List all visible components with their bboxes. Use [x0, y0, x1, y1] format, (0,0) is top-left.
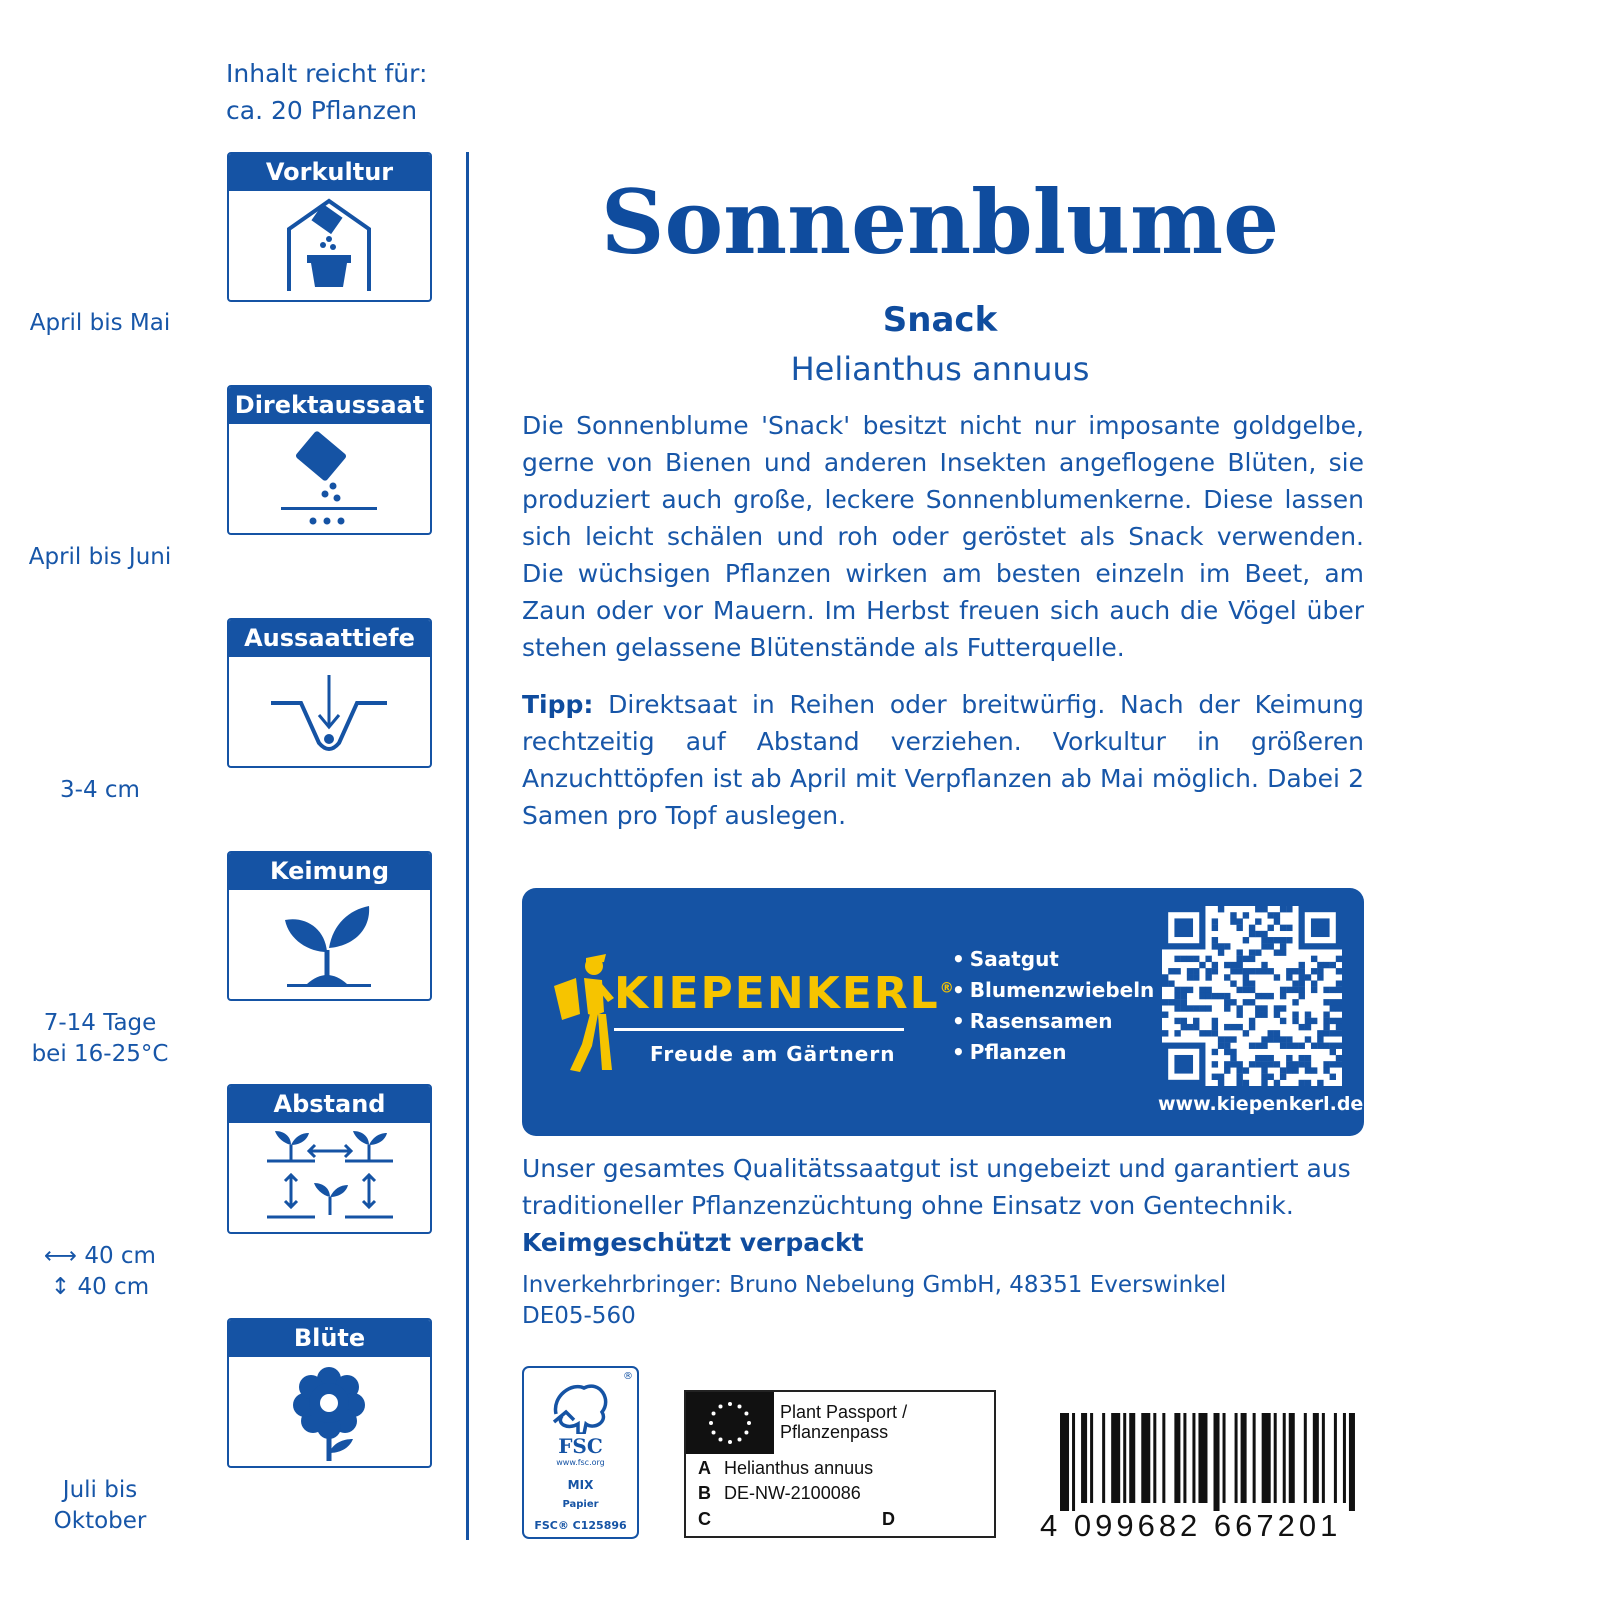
- sowing-depth-icon: [229, 657, 430, 766]
- hiker-logo-icon: [550, 950, 616, 1074]
- abstand-horizontal: [0, 1241, 225, 1272]
- eu-flag-icon: [686, 1392, 774, 1454]
- content-info: [226, 55, 427, 129]
- tip-text: Direktsaat in Reihen oder breitwürfig. Nach der Keimung rechtzeitig auf Abstand verziehen. Vorkultur in größeren Anzuchttöpfen ist ab April mit Verpflanzen ab Mai möglich. Dabei 2 Samen pro Topf auslegen.: [522, 690, 1364, 830]
- product-description: Die Sonnenblume 'Snack' besitzt nicht nur imposante goldgelbe, gerne von Bienen und anderen Insekten angeflogene Blüten, sie produziert auch große, leckere Sonnenblumenkerne. Diese lassen sich leicht schälen und roh oder geröstet als Snack verwenden. Die wüchsigen Pflanzen wirken am besten einzeln im Beet, am Zaun oder vor Mauern. Im Herbst freuen sich auch die Vögel über stehen gelassene Blütenstände als Futterquelle.: [522, 411, 1364, 662]
- plant-spacing-icon: [229, 1123, 430, 1232]
- brand-underline: [614, 1028, 904, 1031]
- distributor-line2: DE05-560: [522, 1303, 636, 1329]
- plant-passport: [684, 1390, 996, 1538]
- passport-d-label: D: [882, 1509, 895, 1529]
- card-direktaussaat: [227, 385, 432, 535]
- passport-c-label: C: [698, 1509, 711, 1529]
- brand-banner: [522, 888, 1364, 1136]
- direct-sowing-icon: [229, 424, 430, 533]
- bluete-to: Oktober: [53, 1508, 147, 1534]
- category-item: • Saatgut: [952, 944, 1154, 975]
- quality-statement: [522, 1150, 1364, 1261]
- card-value-aussaattiefe: 3-4 cm: [60, 777, 140, 803]
- abstand-horizontal-value: 40 cm: [84, 1243, 156, 1269]
- fsc-paper: Papier: [562, 1499, 599, 1510]
- greenhouse-sowing-icon: [229, 191, 430, 300]
- passport-title-line2: Pflanzenpass: [780, 1422, 889, 1442]
- website-link[interactable]: www.kiepenkerl.de: [1158, 1093, 1364, 1115]
- category-item: • Blumenzwiebeln: [952, 975, 1154, 1006]
- barcode-icon: [1060, 1413, 1364, 1511]
- passport-a-value: Helianthus annuus: [724, 1458, 874, 1478]
- card-title: Aussaattiefe: [229, 620, 430, 657]
- card-value-direktaussaat: April bis Juni: [28, 544, 172, 570]
- brand-slogan: Freude am Gärtnern: [650, 1042, 896, 1066]
- content-info-line1: Inhalt reicht für:: [226, 59, 428, 88]
- tip-paragraph: [522, 686, 1364, 834]
- card-abstand: [227, 1084, 432, 1234]
- fsc-tree-logo-icon: [550, 1378, 612, 1434]
- tip-label: Tipp:: [522, 690, 594, 719]
- card-bluete: [227, 1318, 432, 1468]
- registered-mark: ®: [939, 980, 956, 997]
- sidebar-divider: [466, 152, 469, 1540]
- card-aussaattiefe: [227, 618, 432, 768]
- passport-b-label: B: [698, 1483, 711, 1503]
- card-title: Abstand: [229, 1086, 430, 1123]
- card-keimung: [227, 851, 432, 1001]
- distributor-line1: Inverkehrbringer: Bruno Nebelung GmbH, 48351 Everswinkel: [522, 1272, 1227, 1298]
- card-vorkultur: [227, 152, 432, 302]
- barcode-number: 4 099682 667201: [1040, 1508, 1342, 1543]
- fsc-website: www.fsc.org: [556, 1458, 605, 1467]
- distributor-info: [522, 1270, 1364, 1332]
- vertical-arrow-icon: ↕: [50, 1274, 71, 1300]
- card-value-abstand: [0, 1241, 225, 1303]
- card-title: Blüte: [229, 1320, 430, 1357]
- product-categories: [952, 944, 1154, 1068]
- quality-text: Unser gesamtes Qualitätssaatgut ist ungebeizt und garantiert aus traditioneller Pflanzenzüchtung ohne Einsatz von Gentechnik.: [522, 1154, 1351, 1220]
- card-value-bluete: [0, 1475, 225, 1537]
- fsc-registered-mark: ®: [623, 1371, 633, 1382]
- fsc-mix: MIX: [567, 1478, 594, 1492]
- packed-note: Keimgeschützt verpackt: [522, 1228, 864, 1257]
- card-title: Vorkultur: [229, 154, 430, 191]
- keimung-temp: bei 16-25°C: [31, 1041, 169, 1067]
- card-title: Direktaussaat: [229, 387, 430, 424]
- passport-row-a: [698, 1458, 873, 1479]
- card-value-vorkultur: April bis Mai: [29, 310, 171, 336]
- keimung-days: 7-14 Tage: [43, 1010, 157, 1036]
- brand-name: [614, 968, 956, 1019]
- product-latin-name: Helianthus annuus: [790, 350, 1090, 388]
- passport-title: [780, 1402, 907, 1442]
- card-title: Keimung: [229, 853, 430, 890]
- category-item: • Rasensamen: [952, 1006, 1154, 1037]
- card-value-keimung: [0, 1008, 225, 1070]
- abstand-vertical-value: 40 cm: [77, 1274, 150, 1300]
- content-info-line2: ca. 20 Pflanzen: [226, 96, 418, 125]
- bluete-from: Juli bis: [62, 1477, 138, 1503]
- passport-a-label: A: [698, 1458, 711, 1478]
- horizontal-arrow-icon: ⟷: [44, 1243, 78, 1269]
- product-name: Sonnenblume: [600, 170, 1280, 274]
- abstand-vertical: [0, 1272, 225, 1303]
- brand-name-text: KIEPENKERL: [614, 968, 940, 1019]
- fsc-license: FSC® C125896: [534, 1519, 627, 1532]
- fsc-code: FSC: [558, 1434, 603, 1458]
- passport-row-c: [698, 1509, 724, 1530]
- product-variety: Snack: [882, 300, 998, 340]
- qr-code-icon[interactable]: [1162, 906, 1342, 1086]
- fsc-label: [522, 1366, 639, 1539]
- passport-b-value: DE-NW-2100086: [724, 1483, 861, 1503]
- passport-title-line1: Plant Passport /: [780, 1402, 908, 1422]
- category-item: • Pflanzen: [952, 1037, 1154, 1068]
- passport-row-b: [698, 1483, 861, 1504]
- seedling-icon: [229, 890, 430, 999]
- flower-icon: [229, 1357, 430, 1466]
